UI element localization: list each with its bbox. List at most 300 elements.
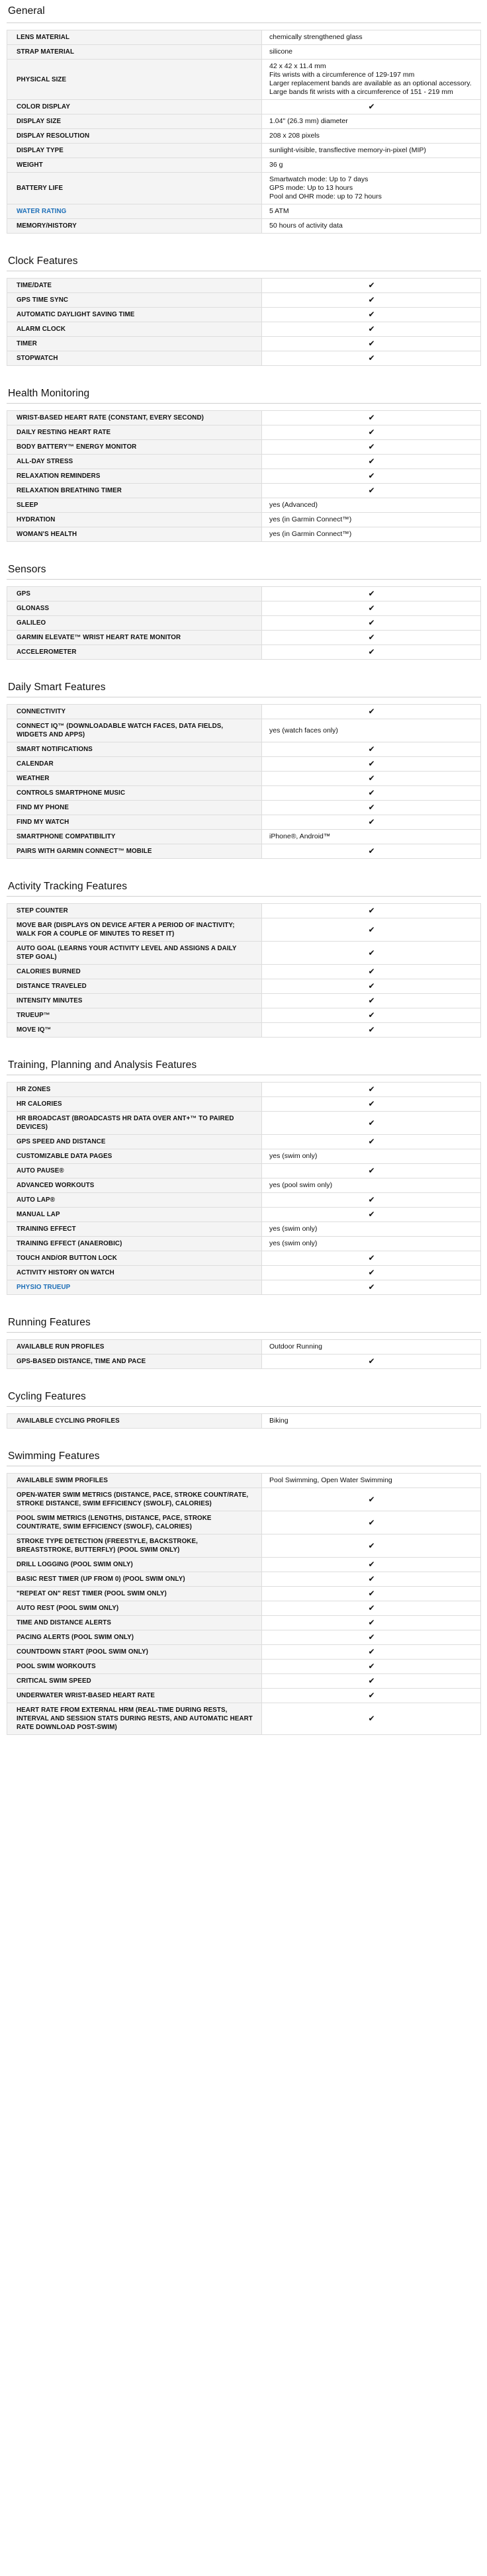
check-icon: ✔ bbox=[368, 1282, 375, 1292]
spec-row bbox=[7, 158, 481, 173]
spec-label: LENS MATERIAL bbox=[7, 30, 262, 45]
spec-value-check bbox=[262, 1135, 481, 1149]
check-icon: ✔ bbox=[368, 759, 375, 768]
spec-value-line: Fits wrists with a circumference of 129-197 mm bbox=[269, 71, 415, 79]
spec-row bbox=[7, 129, 481, 144]
spec-row bbox=[7, 1237, 481, 1251]
spec-label: GPS bbox=[7, 587, 262, 601]
spec-value-check bbox=[262, 1601, 481, 1616]
spec-value-check bbox=[262, 844, 481, 859]
spec-label: GPS TIME SYNC bbox=[7, 293, 262, 308]
spec-table bbox=[7, 704, 481, 859]
spec-value-check bbox=[262, 1208, 481, 1222]
spec-value-check bbox=[262, 1097, 481, 1112]
check-icon: ✔ bbox=[368, 1647, 375, 1656]
spec-value-check bbox=[262, 100, 481, 114]
spec-row bbox=[7, 719, 481, 742]
section-title: Swimming Features bbox=[8, 1450, 100, 1462]
spec-table bbox=[7, 903, 481, 1038]
spec-label: RELAXATION BREATHING TIMER bbox=[7, 484, 262, 498]
spec-label: HR ZONES bbox=[7, 1083, 262, 1097]
spec-label: WEATHER bbox=[7, 772, 262, 786]
spec-value-check bbox=[262, 308, 481, 322]
spec-label: AUTO LAP® bbox=[7, 1193, 262, 1208]
spec-value-check bbox=[262, 1193, 481, 1208]
spec-label: STRAP MATERIAL bbox=[7, 45, 262, 60]
spec-table bbox=[7, 410, 481, 542]
section-divider bbox=[7, 896, 481, 897]
spec-row bbox=[7, 1178, 481, 1193]
spec-row bbox=[7, 801, 481, 815]
spec-label: CALENDAR bbox=[7, 757, 262, 772]
spec-label: TIME/DATE bbox=[7, 279, 262, 293]
spec-value-check bbox=[262, 1164, 481, 1178]
spec-row bbox=[7, 631, 481, 645]
spec-value-check bbox=[262, 1616, 481, 1630]
spec-value-check bbox=[262, 1251, 481, 1266]
spec-row bbox=[7, 1097, 481, 1112]
section-clock-features bbox=[7, 234, 481, 366]
check-icon: ✔ bbox=[368, 1085, 375, 1094]
spec-value-line: Larger replacement bands are available as an optional accessory. Large bands fit wrists with a circumference of 151 - 219 mm bbox=[269, 79, 472, 96]
spec-row bbox=[7, 425, 481, 440]
section-title: Clock Features bbox=[8, 255, 78, 267]
spec-value-check bbox=[262, 455, 481, 469]
spec-row bbox=[7, 1660, 481, 1674]
spec-value-check bbox=[262, 904, 481, 918]
check-icon: ✔ bbox=[368, 707, 375, 716]
spec-value-check bbox=[262, 942, 481, 965]
spec-value-check bbox=[262, 757, 481, 772]
spec-value-check bbox=[262, 979, 481, 994]
spec-value-check bbox=[262, 1587, 481, 1601]
check-icon: ✔ bbox=[368, 1540, 375, 1550]
spec-label: TIMER bbox=[7, 337, 262, 351]
spec-row bbox=[7, 498, 481, 513]
spec-label: GARMIN ELEVATE™ WRIST HEART RATE MONITOR bbox=[7, 631, 262, 645]
section-activity-tracking-features bbox=[7, 859, 481, 1038]
spec-label: SLEEP bbox=[7, 498, 262, 513]
spec-value-check bbox=[262, 1660, 481, 1674]
spec-row bbox=[7, 772, 481, 786]
section-title: Activity Tracking Features bbox=[8, 881, 128, 892]
spec-label: RELAXATION REMINDERS bbox=[7, 469, 262, 484]
spec-label: TIME AND DISTANCE ALERTS bbox=[7, 1616, 262, 1630]
spec-value: 36 g bbox=[262, 158, 481, 173]
spec-value-check bbox=[262, 801, 481, 815]
spec-value-check bbox=[262, 322, 481, 337]
spec-label: GLONASS bbox=[7, 601, 262, 616]
spec-row bbox=[7, 1689, 481, 1703]
spec-value-check bbox=[262, 1355, 481, 1369]
spec-value: Outdoor Running bbox=[262, 1340, 481, 1355]
spec-value-check bbox=[262, 1645, 481, 1660]
spec-value-check bbox=[262, 351, 481, 366]
spec-value: silicone bbox=[262, 45, 481, 60]
spec-row bbox=[7, 1193, 481, 1208]
spec-value-check bbox=[262, 1266, 481, 1280]
spec-value: 5 ATM bbox=[262, 204, 481, 219]
check-icon: ✔ bbox=[368, 413, 375, 422]
section-divider bbox=[7, 1332, 481, 1333]
spec-label: FIND MY PHONE bbox=[7, 801, 262, 815]
spec-label: DISPLAY TYPE bbox=[7, 144, 262, 158]
spec-value-check bbox=[262, 815, 481, 830]
spec-label: TRUEUP™ bbox=[7, 1008, 262, 1023]
spec-label: CUSTOMIZABLE DATA PAGES bbox=[7, 1149, 262, 1164]
spec-row bbox=[7, 1511, 481, 1534]
spec-value: yes (swim only) bbox=[262, 1222, 481, 1237]
spec-label: GPS SPEED AND DISTANCE bbox=[7, 1135, 262, 1149]
spec-value-check bbox=[262, 1083, 481, 1097]
check-icon: ✔ bbox=[368, 981, 375, 991]
spec-row bbox=[7, 1674, 481, 1689]
spec-label: BASIC REST TIMER (UP FROM 0) (POOL SWIM ONLY) bbox=[7, 1572, 262, 1587]
spec-value-check bbox=[262, 425, 481, 440]
spec-label: MOVE IQ™ bbox=[7, 1023, 262, 1038]
spec-row bbox=[7, 308, 481, 322]
spec-row bbox=[7, 1112, 481, 1135]
check-icon: ✔ bbox=[368, 102, 375, 111]
check-icon: ✔ bbox=[368, 353, 375, 363]
check-icon: ✔ bbox=[368, 324, 375, 333]
spec-row bbox=[7, 337, 481, 351]
check-icon: ✔ bbox=[368, 442, 375, 451]
spec-row bbox=[7, 527, 481, 542]
spec-row bbox=[7, 322, 481, 337]
spec-label: COUNTDOWN START (POOL SWIM ONLY) bbox=[7, 1645, 262, 1660]
spec-label: TOUCH AND/OR BUTTON LOCK bbox=[7, 1251, 262, 1266]
spec-row bbox=[7, 844, 481, 859]
spec-value-check bbox=[262, 411, 481, 425]
spec-label: PAIRS WITH GARMIN CONNECT™ MOBILE bbox=[7, 844, 262, 859]
spec-label: BATTERY LIFE bbox=[7, 173, 262, 204]
check-icon: ✔ bbox=[368, 1010, 375, 1020]
check-icon: ✔ bbox=[368, 744, 375, 754]
spec-label: SMART NOTIFICATIONS bbox=[7, 742, 262, 757]
spec-table bbox=[7, 586, 481, 660]
spec-row bbox=[7, 293, 481, 308]
spec-row bbox=[7, 965, 481, 979]
spec-row bbox=[7, 1587, 481, 1601]
check-icon: ✔ bbox=[368, 1603, 375, 1613]
spec-row bbox=[7, 1645, 481, 1660]
check-icon: ✔ bbox=[368, 1137, 375, 1146]
spec-row bbox=[7, 351, 481, 366]
spec-row bbox=[7, 1251, 481, 1266]
check-icon: ✔ bbox=[368, 486, 375, 495]
spec-value-check bbox=[262, 1008, 481, 1023]
spec-row bbox=[7, 1572, 481, 1587]
spec-label: AVAILABLE CYCLING PROFILES bbox=[7, 1414, 262, 1429]
spec-value-check bbox=[262, 786, 481, 801]
check-icon: ✔ bbox=[368, 647, 375, 656]
section-divider bbox=[7, 1406, 481, 1407]
spec-value-check bbox=[262, 1511, 481, 1534]
check-icon: ✔ bbox=[368, 618, 375, 627]
spec-label: TRAINING EFFECT bbox=[7, 1222, 262, 1237]
spec-value-line: 42 x 42 x 11.4 mm bbox=[269, 62, 326, 70]
spec-value: yes (swim only) bbox=[262, 1149, 481, 1164]
spec-value-check bbox=[262, 1534, 481, 1558]
spec-value-check bbox=[262, 601, 481, 616]
section-title: General bbox=[8, 5, 45, 17]
spec-table bbox=[7, 278, 481, 366]
check-icon: ✔ bbox=[368, 924, 375, 934]
check-icon: ✔ bbox=[368, 633, 375, 642]
check-icon: ✔ bbox=[368, 774, 375, 783]
spec-label: FIND MY WATCH bbox=[7, 815, 262, 830]
check-icon: ✔ bbox=[368, 1253, 375, 1263]
check-icon: ✔ bbox=[368, 967, 375, 976]
check-icon: ✔ bbox=[368, 1560, 375, 1569]
spec-label: WEIGHT bbox=[7, 158, 262, 173]
section-running-features bbox=[7, 1295, 481, 1369]
spec-row bbox=[7, 1703, 481, 1735]
spec-row bbox=[7, 815, 481, 830]
spec-label: CONNECT IQ™ (DOWNLOADABLE WATCH FACES, DATA FIELDS, WIDGETS AND APPS) bbox=[7, 719, 262, 742]
check-icon: ✔ bbox=[368, 1099, 375, 1108]
spec-row bbox=[7, 440, 481, 455]
check-icon: ✔ bbox=[368, 846, 375, 856]
spec-value bbox=[262, 60, 481, 100]
spec-label: GPS-BASED DISTANCE, TIME AND PACE bbox=[7, 1355, 262, 1369]
check-icon: ✔ bbox=[368, 1574, 375, 1583]
section-title: Daily Smart Features bbox=[8, 682, 106, 693]
spec-row bbox=[7, 786, 481, 801]
spec-value-check bbox=[262, 1112, 481, 1135]
spec-value-line: Pool and OHR mode: up to 72 hours bbox=[269, 193, 382, 200]
spec-value-check bbox=[262, 337, 481, 351]
spec-value: iPhone®, Android™ bbox=[262, 830, 481, 844]
spec-row bbox=[7, 616, 481, 631]
spec-row bbox=[7, 830, 481, 844]
spec-row bbox=[7, 742, 481, 757]
spec-row bbox=[7, 279, 481, 293]
spec-label: DRILL LOGGING (POOL SWIM ONLY) bbox=[7, 1558, 262, 1572]
spec-label: SMARTPHONE COMPATIBILITY bbox=[7, 830, 262, 844]
spec-value-check bbox=[262, 1630, 481, 1645]
spec-row bbox=[7, 114, 481, 129]
spec-value-check bbox=[262, 1023, 481, 1038]
spec-row bbox=[7, 411, 481, 425]
spec-label: HR BROADCAST (BROADCASTS HR DATA OVER ANT+™ TO PAIRED DEVICES) bbox=[7, 1112, 262, 1135]
check-icon: ✔ bbox=[368, 1517, 375, 1527]
spec-label: DISPLAY RESOLUTION bbox=[7, 129, 262, 144]
spec-row bbox=[7, 1340, 481, 1355]
spec-row bbox=[7, 904, 481, 918]
spec-value: yes (in Garmin Connect™) bbox=[262, 527, 481, 542]
spec-row bbox=[7, 994, 481, 1008]
spec-row bbox=[7, 587, 481, 601]
spec-table bbox=[7, 30, 481, 234]
check-icon: ✔ bbox=[368, 1268, 375, 1277]
spec-value-check bbox=[262, 918, 481, 942]
spec-row bbox=[7, 645, 481, 660]
spec-label: STEP COUNTER bbox=[7, 904, 262, 918]
spec-value-check bbox=[262, 772, 481, 786]
check-icon: ✔ bbox=[368, 788, 375, 797]
section-divider bbox=[7, 22, 481, 23]
check-icon: ✔ bbox=[368, 1714, 375, 1723]
spec-row bbox=[7, 60, 481, 100]
check-icon: ✔ bbox=[368, 427, 375, 437]
spec-value: yes (pool swim only) bbox=[262, 1178, 481, 1193]
spec-label: DISTANCE TRAVELED bbox=[7, 979, 262, 994]
spec-row bbox=[7, 1474, 481, 1488]
spec-value-check bbox=[262, 965, 481, 979]
spec-label: INTENSITY MINUTES bbox=[7, 994, 262, 1008]
spec-label: POOL SWIM WORKOUTS bbox=[7, 1660, 262, 1674]
spec-value: 1.04" (26.3 mm) diameter bbox=[262, 114, 481, 129]
spec-value-check bbox=[262, 994, 481, 1008]
spec-label: DAILY RESTING HEART RATE bbox=[7, 425, 262, 440]
spec-label: CRITICAL SWIM SPEED bbox=[7, 1674, 262, 1689]
section-health-monitoring bbox=[7, 366, 481, 542]
spec-row bbox=[7, 1601, 481, 1616]
spec-label: STOPWATCH bbox=[7, 351, 262, 366]
spec-value bbox=[262, 173, 481, 204]
spec-row bbox=[7, 942, 481, 965]
spec-value-check bbox=[262, 469, 481, 484]
section-cycling-features bbox=[7, 1369, 481, 1429]
spec-table bbox=[7, 1473, 481, 1735]
spec-value-line: GPS mode: Up to 13 hours bbox=[269, 184, 353, 192]
section-title: Training, Planning and Analysis Features bbox=[8, 1059, 197, 1071]
spec-row bbox=[7, 1266, 481, 1280]
spec-row bbox=[7, 100, 481, 114]
spec-row bbox=[7, 204, 481, 219]
spec-label-link[interactable]: WATER RATING bbox=[7, 204, 262, 219]
spec-label: TRAINING EFFECT (ANAEROBIC) bbox=[7, 1237, 262, 1251]
spec-label: AVAILABLE RUN PROFILES bbox=[7, 1340, 262, 1355]
spec-label: AUTO PAUSE® bbox=[7, 1164, 262, 1178]
spec-value-check bbox=[262, 705, 481, 719]
check-icon: ✔ bbox=[368, 1618, 375, 1627]
check-icon: ✔ bbox=[368, 1195, 375, 1204]
check-icon: ✔ bbox=[368, 1166, 375, 1175]
spec-row bbox=[7, 144, 481, 158]
spec-value-check bbox=[262, 616, 481, 631]
check-icon: ✔ bbox=[368, 457, 375, 466]
spec-row bbox=[7, 1149, 481, 1164]
section-sensors bbox=[7, 542, 481, 660]
spec-row bbox=[7, 173, 481, 204]
spec-value-check bbox=[262, 645, 481, 660]
spec-label: AUTOMATIC DAYLIGHT SAVING TIME bbox=[7, 308, 262, 322]
spec-label: HR CALORIES bbox=[7, 1097, 262, 1112]
spec-value: sunlight-visible, transflective memory-in-pixel (MIP) bbox=[262, 144, 481, 158]
spec-value-check bbox=[262, 1280, 481, 1295]
check-icon: ✔ bbox=[368, 471, 375, 480]
spec-label: BODY BATTERY™ ENERGY MONITOR bbox=[7, 440, 262, 455]
spec-value-check bbox=[262, 631, 481, 645]
check-icon: ✔ bbox=[368, 1210, 375, 1219]
spec-row bbox=[7, 1534, 481, 1558]
check-icon: ✔ bbox=[368, 310, 375, 319]
check-icon: ✔ bbox=[368, 1118, 375, 1128]
spec-row bbox=[7, 1135, 481, 1149]
spec-row bbox=[7, 469, 481, 484]
spec-value-check bbox=[262, 279, 481, 293]
spec-value: chemically strengthened glass bbox=[262, 30, 481, 45]
check-icon: ✔ bbox=[368, 1494, 375, 1504]
check-icon: ✔ bbox=[368, 1676, 375, 1685]
check-icon: ✔ bbox=[368, 1662, 375, 1671]
spec-label: "REPEAT ON" REST TIMER (POOL SWIM ONLY) bbox=[7, 1587, 262, 1601]
spec-value-check bbox=[262, 1703, 481, 1735]
spec-value-check bbox=[262, 742, 481, 757]
spec-row bbox=[7, 601, 481, 616]
spec-row bbox=[7, 1414, 481, 1429]
spec-label: WOMAN'S HEALTH bbox=[7, 527, 262, 542]
spec-label: CALORIES BURNED bbox=[7, 965, 262, 979]
section-divider bbox=[7, 579, 481, 580]
spec-value-check bbox=[262, 440, 481, 455]
section-daily-smart-features bbox=[7, 660, 481, 859]
check-icon: ✔ bbox=[368, 1025, 375, 1034]
spec-row bbox=[7, 484, 481, 498]
spec-row bbox=[7, 513, 481, 527]
check-icon: ✔ bbox=[368, 1691, 375, 1700]
spec-label: AUTO GOAL (LEARNS YOUR ACTIVITY LEVEL AND ASSIGNS A DAILY STEP GOAL) bbox=[7, 942, 262, 965]
check-icon: ✔ bbox=[368, 295, 375, 304]
spec-value-check bbox=[262, 587, 481, 601]
spec-value: yes (swim only) bbox=[262, 1237, 481, 1251]
spec-row bbox=[7, 705, 481, 719]
spec-value-check bbox=[262, 484, 481, 498]
spec-label: ACTIVITY HISTORY ON WATCH bbox=[7, 1266, 262, 1280]
spec-label-link[interactable]: PHYSIO TRUEUP bbox=[7, 1280, 262, 1295]
spec-label: CONTROLS SMARTPHONE MUSIC bbox=[7, 786, 262, 801]
spec-row bbox=[7, 918, 481, 942]
spec-label: MOVE BAR (DISPLAYS ON DEVICE AFTER A PERIOD OF INACTIVITY; WALK FOR A COUPLE OF MINUTES TO RESET IT) bbox=[7, 918, 262, 942]
spec-row bbox=[7, 219, 481, 234]
spec-row bbox=[7, 30, 481, 45]
spec-label: ALARM CLOCK bbox=[7, 322, 262, 337]
spec-value: 50 hours of activity data bbox=[262, 219, 481, 234]
spec-value: yes (in Garmin Connect™) bbox=[262, 513, 481, 527]
spec-label: COLOR DISPLAY bbox=[7, 100, 262, 114]
section-swimming-features bbox=[7, 1429, 481, 1735]
spec-value-check bbox=[262, 293, 481, 308]
spec-row bbox=[7, 1280, 481, 1295]
spec-label: CONNECTIVITY bbox=[7, 705, 262, 719]
spec-row bbox=[7, 1023, 481, 1038]
check-icon: ✔ bbox=[368, 589, 375, 598]
check-icon: ✔ bbox=[368, 948, 375, 957]
spec-value: 208 x 208 pixels bbox=[262, 129, 481, 144]
spec-value: yes (watch faces only) bbox=[262, 719, 481, 742]
spec-label: DISPLAY SIZE bbox=[7, 114, 262, 129]
spec-label: ACCELEROMETER bbox=[7, 645, 262, 660]
section-title: Health Monitoring bbox=[8, 388, 90, 399]
spec-value-line: Smartwatch mode: Up to 7 days bbox=[269, 175, 369, 183]
spec-value: Biking bbox=[262, 1414, 481, 1429]
section-training-planning-and-analysis-features bbox=[7, 1038, 481, 1295]
check-icon: ✔ bbox=[368, 281, 375, 290]
check-icon: ✔ bbox=[368, 817, 375, 826]
spec-table bbox=[7, 1339, 481, 1369]
spec-value-check bbox=[262, 1689, 481, 1703]
check-icon: ✔ bbox=[368, 803, 375, 812]
spec-label: PACING ALERTS (POOL SWIM ONLY) bbox=[7, 1630, 262, 1645]
check-icon: ✔ bbox=[368, 1356, 375, 1366]
spec-label: ADVANCED WORKOUTS bbox=[7, 1178, 262, 1193]
spec-label: MANUAL LAP bbox=[7, 1208, 262, 1222]
check-icon: ✔ bbox=[368, 996, 375, 1005]
spec-row bbox=[7, 1355, 481, 1369]
